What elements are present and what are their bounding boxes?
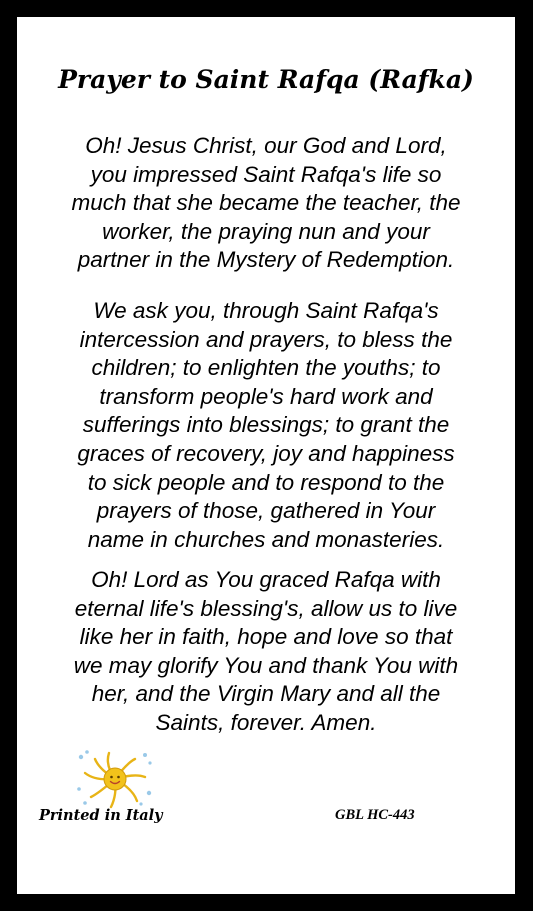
prayer-paragraph-1: Oh! Jesus Christ, our God and Lord, you impressed Saint Rafqa's life so much that she became the teacher, the worker, the praying nun and your partner in the Mystery of Redemption. (71, 133, 461, 273)
prayer-title: Prayer to Saint Rafqa (Rafka) (58, 65, 474, 94)
product-code-label: GBL HC-443 (335, 807, 415, 823)
printed-in-italy-label: Printed in Italy (39, 807, 163, 824)
prayer-paragraph-3: Oh! Lord as You graced Rafqa with eternal life's blessing's, allow us to live like her in faith, hope and love so that we may glorify You and thank You with her, and the Virgin Mary and all the Saints, forever. Amen. (73, 567, 459, 735)
prayer-paragraph-2: We ask you, through Saint Rafqa's intercession and prayers, to bless the children; to enlighten the youths; to transform people's hard work and sufferings into blessings; to grant the graces of recovery, joy and happiness to sick people and to respond to the prayers of those, gathered in Your name in churches and monasteries. (77, 298, 455, 552)
sun-logo-icon (75, 749, 155, 809)
prayer-card-inner (17, 17, 515, 894)
